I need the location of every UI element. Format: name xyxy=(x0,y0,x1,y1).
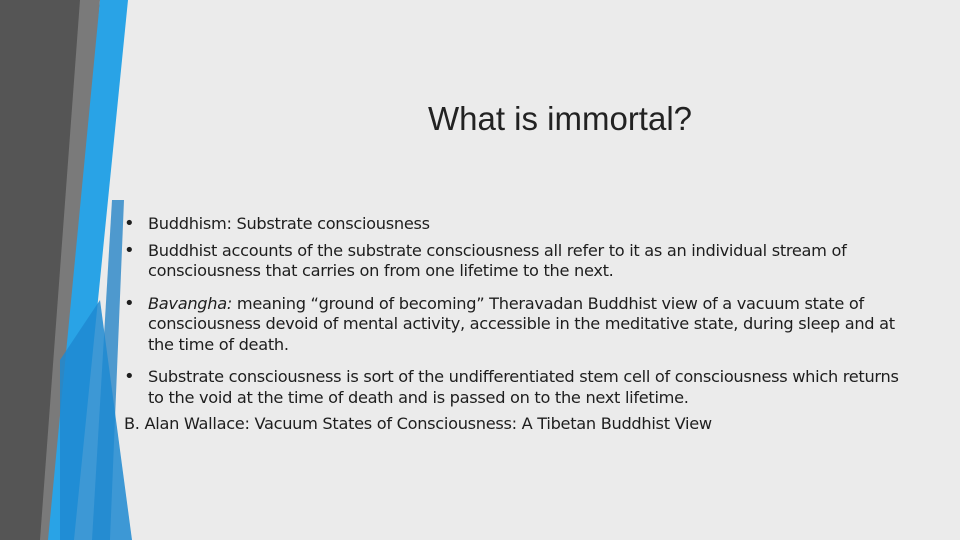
bullet-item xyxy=(124,241,904,282)
bullet-text: Buddhist accounts of the substrate consciousness all refer to it as an individual stream of consciousness that carries on from one lifetime to the next. xyxy=(148,240,847,280)
bullet-term: Bavangha: xyxy=(148,293,232,313)
bullet-dot-icon: • xyxy=(124,366,135,387)
citation: B. Alan Wallace: Vacuum States of Consciousness: A Tibetan Buddhist View xyxy=(124,414,712,433)
slide-body xyxy=(124,214,904,435)
bullet-text: Substrate consciousness is sort of the undifferentiated stem cell of consciousness which returns to the void at the time of death and is passed on to the next lifetime. xyxy=(148,367,899,407)
bullet-dot-icon: • xyxy=(124,213,135,234)
bullet-text: Buddhism: Substrate consciousness xyxy=(148,214,430,233)
slide-title: What is immortal? xyxy=(427,100,693,137)
bullet-item xyxy=(124,214,904,235)
bullet-item xyxy=(124,367,904,408)
bullet-dot-icon: • xyxy=(124,292,135,314)
bullet-text: meaning “ground of becoming” Theravadan Buddhist view of a vacuum state of consciousness devoid of mental activity, accessible in the meditative state, during sleep and at the time of death. xyxy=(148,293,895,354)
bullet-dot-icon: • xyxy=(124,239,135,261)
bullet-item xyxy=(124,294,904,356)
